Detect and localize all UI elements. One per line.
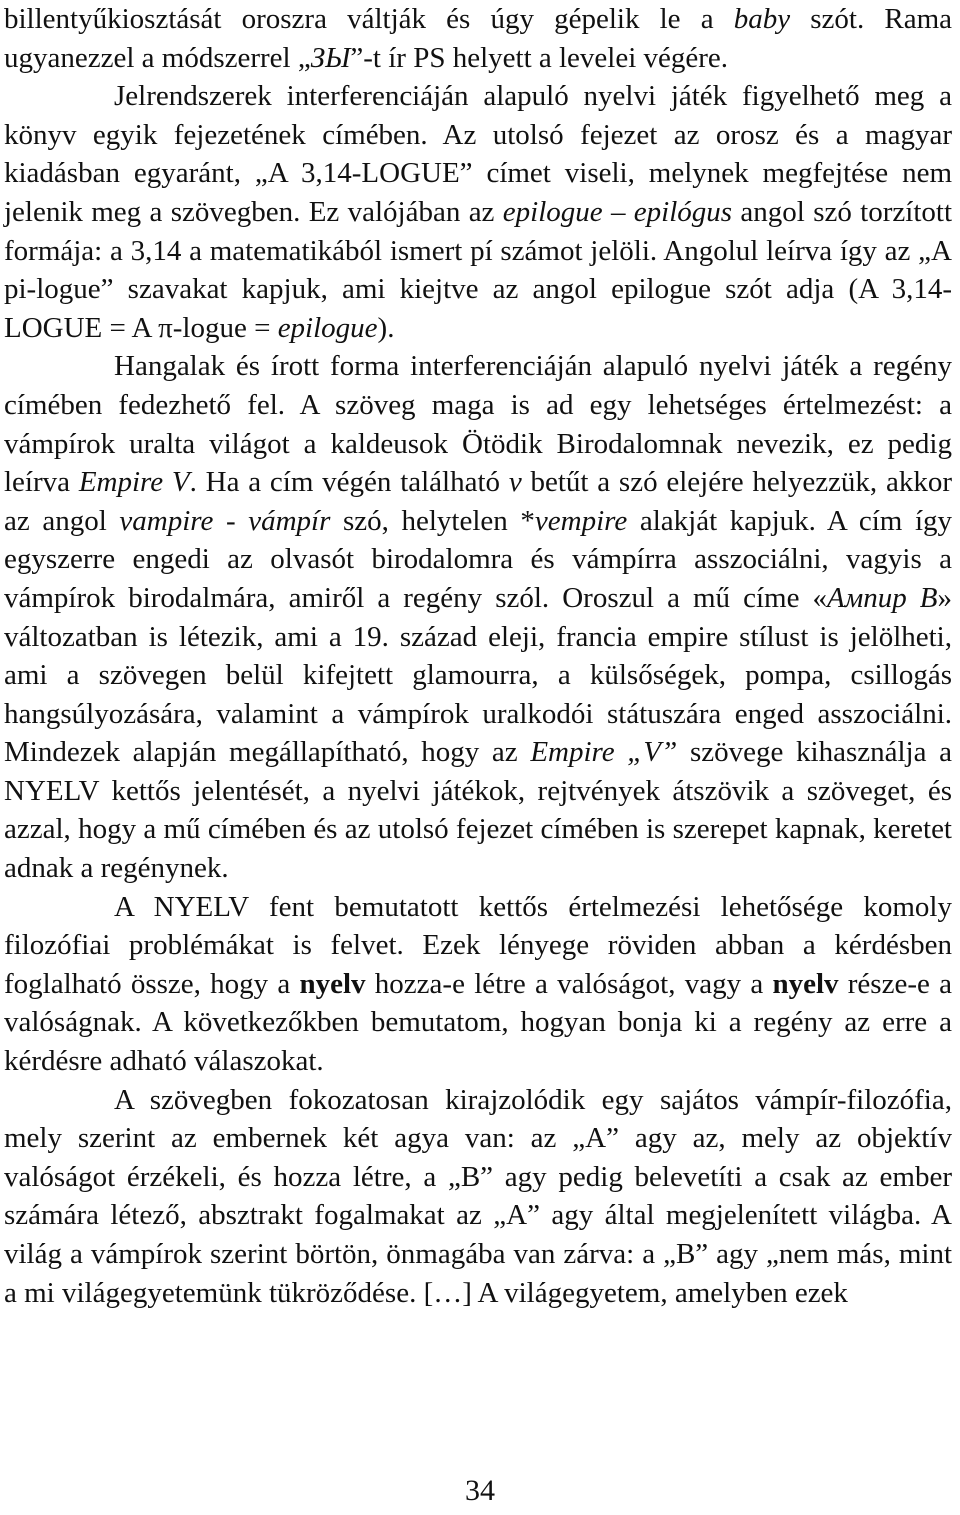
text-run: vempire — [534, 504, 628, 537]
text-run: vámpír — [248, 504, 331, 537]
text-run: nyelv — [299, 967, 366, 1000]
page-number: 34 — [465, 1474, 495, 1507]
text-run: » változatban is létezik, ami a 19. század eleji, francia empire stílust is jelölheti, ami a szövegen belül kifejtett glamourra, a külsőségek, pompa, csillogás hangsúlyozására, valamint a vámpírok uralkodói státuszára enged asszociálni. Mindezek alapján megállapítható, hogy az — [4, 581, 952, 769]
text-run: ЗЫ — [310, 41, 351, 74]
text-run: v — [508, 466, 522, 499]
paragraph-4 — [4, 888, 952, 1081]
text-run: része-e a valóságnak. A következőkben bemutatom, hogyan bonja ki a regény az erre a kérdésre adható válaszokat. — [4, 967, 952, 1078]
text-run: vampire — [119, 504, 214, 537]
paragraph-2 — [4, 77, 952, 347]
text-run: A NYELV fent bemutatott kettős értelmezési lehetősége komoly filozófiai problémákat is felvet. Ezek lényege röviden abban a kérdésben foglalható össze, hogy a — [4, 890, 952, 1000]
text-run: baby — [733, 3, 791, 35]
text-run: szó, helytelen * — [330, 504, 535, 537]
text-run: epilogue – epilógus — [502, 195, 733, 228]
text-run: . Ha a cím végén található — [189, 466, 509, 499]
paragraph-1 — [4, 0, 952, 77]
document-page — [4, 0, 952, 1312]
text-run: A szövegben fokozatosan kirajzolódik egy sajátos vámpír-filozófia, mely szerint az embernek két agya van: az „A” agy az, mely az objektív valóságot érzékeli, és hozza létre, a „B” agy pedig belevetíti a csak az ember számára létező, absztrakt fogalmakat az „A” agy által megjelenített világba. A világ a vámpírok szerint börtön, önmagába van zárva: a „B” agy „nem más, mint a mi világegyetemünk tükröződése. […] A világegyetem, amelyben ezek — [4, 1083, 952, 1309]
text-run: ”-t ír PS helyett a levelei végére. — [350, 41, 729, 74]
text-run: Jelrendszerek interferenciáján alapuló nyelvi játék figyelhető meg a könyv egyik fejezetének címében. Az utolsó fejezet az orosz és a magyar kiadásban egyaránt, „A 3,14-LOGUE” címet viseli, melynek megfejtése nem jelenik meg a szövegben. Ez valójában az — [4, 80, 952, 228]
text-run: billentyűkiosztását oroszra váltják és úgy gépelik le a — [4, 3, 734, 35]
text-run: epilogue — [277, 311, 378, 344]
text-run: Empire „V” — [530, 736, 678, 769]
paragraph-5 — [4, 1081, 952, 1313]
text-run: szót. Rama ugyanezzel a módszerrel „ — [4, 3, 952, 74]
text-run: szövege kihasználja a NYELV kettős jelentését, a nyelvi játékok, rejtvények átszövik a szöveget, és azzal, hogy a mű címében és az utolsó fejezet címében is szerepet kapnak, keretet adnak a regénynek. — [4, 736, 952, 885]
text-run: nyelv — [772, 967, 839, 1000]
text-run: angol szó torzított formája: a 3,14 a matematikából ismert pí számot jelöli. Angolul leírva így az „A pi-logue” szavakat kapjuk, ami kiejtve az angol epilogue szót adja (A 3,14-LOGUE = A π-logue = — [4, 195, 952, 344]
text-run: Hangalak és írott forma interferenciáján alapuló nyelvi játék a regény címében fedezhető fel. A szöveg maga is ad egy lehetséges értelmezést: a vámpírok uralta világot a kaldeusok Ötödik Birodalomnak nevezik, ez pedig leírva — [4, 350, 952, 499]
text-run: alakját kapjuk. A cím így egyszerre engedi az olvasót birodalomra és vámpírra asszociálni, vagyis a vámpírok birodalmára, amiről a regény szól. Oroszul a mű címe « — [4, 504, 952, 614]
paragraph-3 — [4, 347, 952, 887]
text-run: ). — [377, 311, 395, 344]
text-run: betűt a szó elejére helyezzük, akkor az angol — [4, 466, 952, 537]
text-run: hozza-e létre a valóságot, vagy a — [365, 967, 773, 1000]
text-run: - — [213, 504, 249, 537]
text-run: Ампир В — [827, 581, 938, 614]
text-run: Empire V — [78, 466, 190, 499]
